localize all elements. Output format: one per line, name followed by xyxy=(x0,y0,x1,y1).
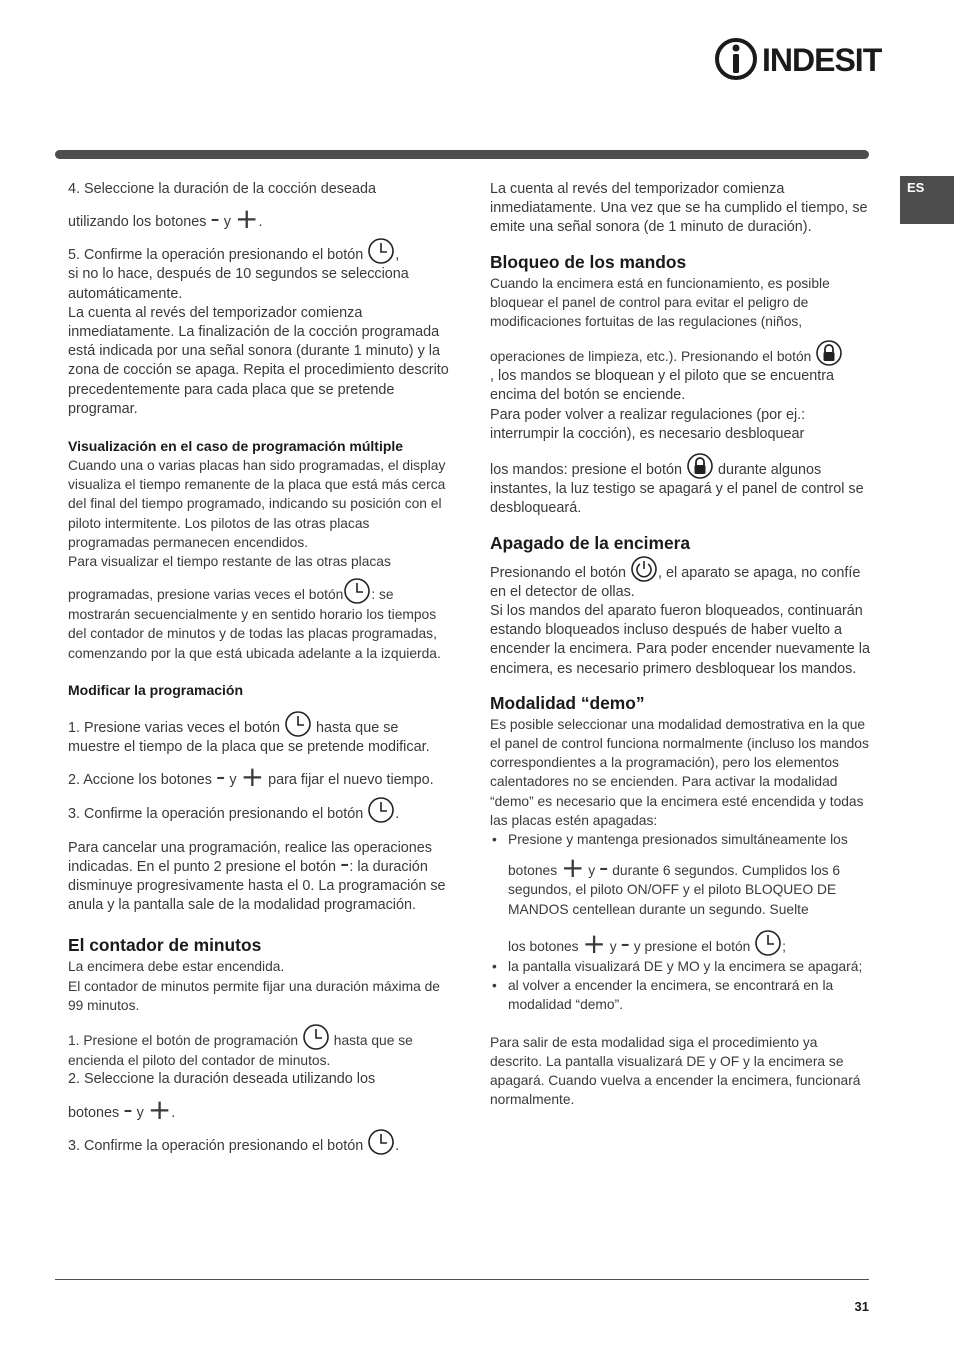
switch-off-text-2: Si los mandos del aparato fueron bloqueados, continuarán estando bloqueados incluso después de haber vuelto a encender la encimera. Para poder encender nuevamente la encimera, es necesario primero desbloquear los mandos. xyxy=(490,603,870,677)
countdown-intro: La cuenta al revés del temporizador comienza inmediatamente. Una vez que se ha cumplido el tiempo, se emite una señal sonora (de 1 minuto de duración). xyxy=(490,181,868,236)
plus-icon: + xyxy=(582,926,606,960)
demo-exit-text: Para salir de esta modalidad siga el procedimiento ya descrito. La pantalla visualizará DE y OF y la encimera se apagará. Cuando vuelva a encender la encimera, funcionará normalmente. xyxy=(490,1034,861,1108)
lock-text-4: Para poder volver a realizar regulaciones (por ej.: interrumpir la cocción), es necesario desbloquear xyxy=(490,406,806,442)
minus-icon: - xyxy=(620,928,630,959)
clock-icon xyxy=(343,577,371,605)
minus-icon: - xyxy=(340,848,350,879)
logo-emblem-icon xyxy=(714,36,758,82)
lock-text-2: operaciones de limpieza, etc.). Presionando el botón xyxy=(490,339,870,367)
multi-programming-text-2: Para visualizar el tiempo restante de las otras placas xyxy=(68,554,391,570)
step-4-buttons: utilizando los botones - y +. xyxy=(68,202,263,236)
minus-icon: - xyxy=(123,1094,133,1125)
minute-step-3: 3. Confirme la operación presionando el botón . xyxy=(68,1128,453,1156)
footer-rule xyxy=(55,1279,869,1280)
multi-programming-text-3: programadas, presione varias veces el botón : se mostrarán secuencialmente y en sentido horario los tiempos del contador de minutos y de todas las placas programadas, comenzando por la que está ubicada adelante a la izquierda. xyxy=(68,577,453,663)
right-column xyxy=(490,180,870,1109)
modify-programming-title: Modificar la programación xyxy=(68,681,244,698)
page-number: 31 xyxy=(854,1299,869,1314)
language-tab: ES xyxy=(900,176,954,224)
left-column xyxy=(68,180,453,1156)
cancel-programming: Para cancelar una programación, realice las operaciones indicadas. En el punto 2 presione el botón -: la duración disminuye progresivamente hasta el 0. La programación se anula y la pantalla sale de la modalidad programación. xyxy=(68,839,446,914)
multi-programming-text: Cuando una o varias placas han sido programadas, el display visualiza el tiempo remanente de la placa que está más cerca del final del tiempo programado, indicando su posición con el piloto intermitente. Los pilotos de las otras placas programadas permanecen encendidos. xyxy=(68,458,446,550)
demo-text-1: Es posible seleccionar una modalidad demostrativa en la que el panel de control funciona normalmente (incluso los mandos correspondientes a la programación), pero los elementos calentadores no se encienden. Para activar la modalidad “demo” es necesario que la encimera esté encendida y todas las placas estén apagadas: xyxy=(490,716,869,828)
clock-icon xyxy=(367,237,395,265)
minute-step-2: 2. Seleccione la duración deseada utilizando los xyxy=(68,1071,376,1088)
step-5-countdown: La cuenta al revés del temporizador comienza inmediatamente. La finalización de la cocción programada está indicada por una señal sonora (durante 1 minuto) y la zona de cocción se apaga. Repita el procedimiento descrito precedentemente para cada placa que se pretende programar. xyxy=(68,304,449,417)
minute-counter-text-1: La encimera debe estar encendida. xyxy=(68,959,285,975)
list-item: • la pantalla visualizará DE y MO y la encimera se apagará; xyxy=(490,957,870,976)
plus-icon: + xyxy=(240,760,265,794)
minute-step-2-buttons: botones - y +. xyxy=(68,1092,176,1126)
header-bar xyxy=(55,150,869,159)
clock-icon xyxy=(754,929,782,957)
brand-logo xyxy=(714,36,882,82)
modify-step-2: 2. Accione los botones - y + para fijar el nuevo tiempo. xyxy=(68,760,434,794)
step-5: 5. Confirme la operación presionando el botón , xyxy=(68,237,453,265)
power-icon xyxy=(630,555,658,583)
clock-icon xyxy=(367,1128,395,1156)
lock-icon xyxy=(686,452,714,480)
step-4: 4. Seleccione la duración de la cocción deseada xyxy=(68,181,377,197)
clock-icon xyxy=(302,1023,330,1051)
unlock-text: los mandos: presione el botón durante algunos instantes, la luz testigo se apagará y el panel de control se desbloqueará. xyxy=(490,452,870,519)
list-item: • al volver a encender la encimera, se encontrará en la modalidad “demo”. xyxy=(490,976,870,1014)
minute-counter-title: El contador de minutos xyxy=(68,935,262,956)
lock-controls-title: Bloqueo de los mandos xyxy=(490,251,687,272)
modify-step-1: 1. Presione varias veces el botón hasta que se muestre el tiempo de la placa que se pretende modificar. xyxy=(68,710,453,757)
minute-counter-text-2: El contador de minutos permite fijar una duración máxima de 99 minutos. xyxy=(68,978,440,1013)
list-item: • Presione y mantenga presionados simultáneamente los botones + y - durante 6 segundos. Cumplidos los 6 segundos, el piloto ON/OFF y el piloto BLOQUEO DE MANDOS centellean durante un segundo. Suelte los botones + y - y presione el botón ; xyxy=(490,830,870,957)
lock-text-3: , los mandos se bloquean y el piloto que se encuentra encima del botón se enciende. xyxy=(490,368,835,404)
plus-icon: + xyxy=(147,1092,172,1126)
demo-mode-title: Modalidad “demo” xyxy=(490,692,645,713)
step-5-text: si no lo hace, después de 10 segundos se selecciona automáticamente. xyxy=(68,266,409,302)
clock-icon xyxy=(284,710,312,738)
clock-icon xyxy=(367,796,395,824)
minus-icon: - xyxy=(216,762,226,793)
lock-icon xyxy=(815,339,843,367)
minus-icon: - xyxy=(210,204,220,235)
demo-steps-list xyxy=(490,830,870,1014)
plus-icon: + xyxy=(235,202,259,236)
brand-name: INDESIT xyxy=(762,42,882,78)
switch-off-title: Apagado de la encimera xyxy=(490,532,691,553)
modify-step-3: 3. Confirme la operación presionando el botón . xyxy=(68,796,453,824)
minute-step-1: 1. Presione el botón de programación hasta que se encienda el piloto del contador de minutos. xyxy=(68,1023,453,1070)
lock-text-1: Cuando la encimera está en funcionamiento, es posible bloquear el panel de control para evitar el peligro de modificaciones fortuitas de las regulaciones (niños, xyxy=(490,275,830,330)
plus-icon: + xyxy=(560,851,585,885)
switch-off-text-1: Presionando el botón , el aparato se apaga, no confíe en el detector de ollas. xyxy=(490,555,870,602)
minus-icon: - xyxy=(599,853,609,884)
multi-programming-title: Visualización en el caso de programación múltiple xyxy=(68,438,404,455)
